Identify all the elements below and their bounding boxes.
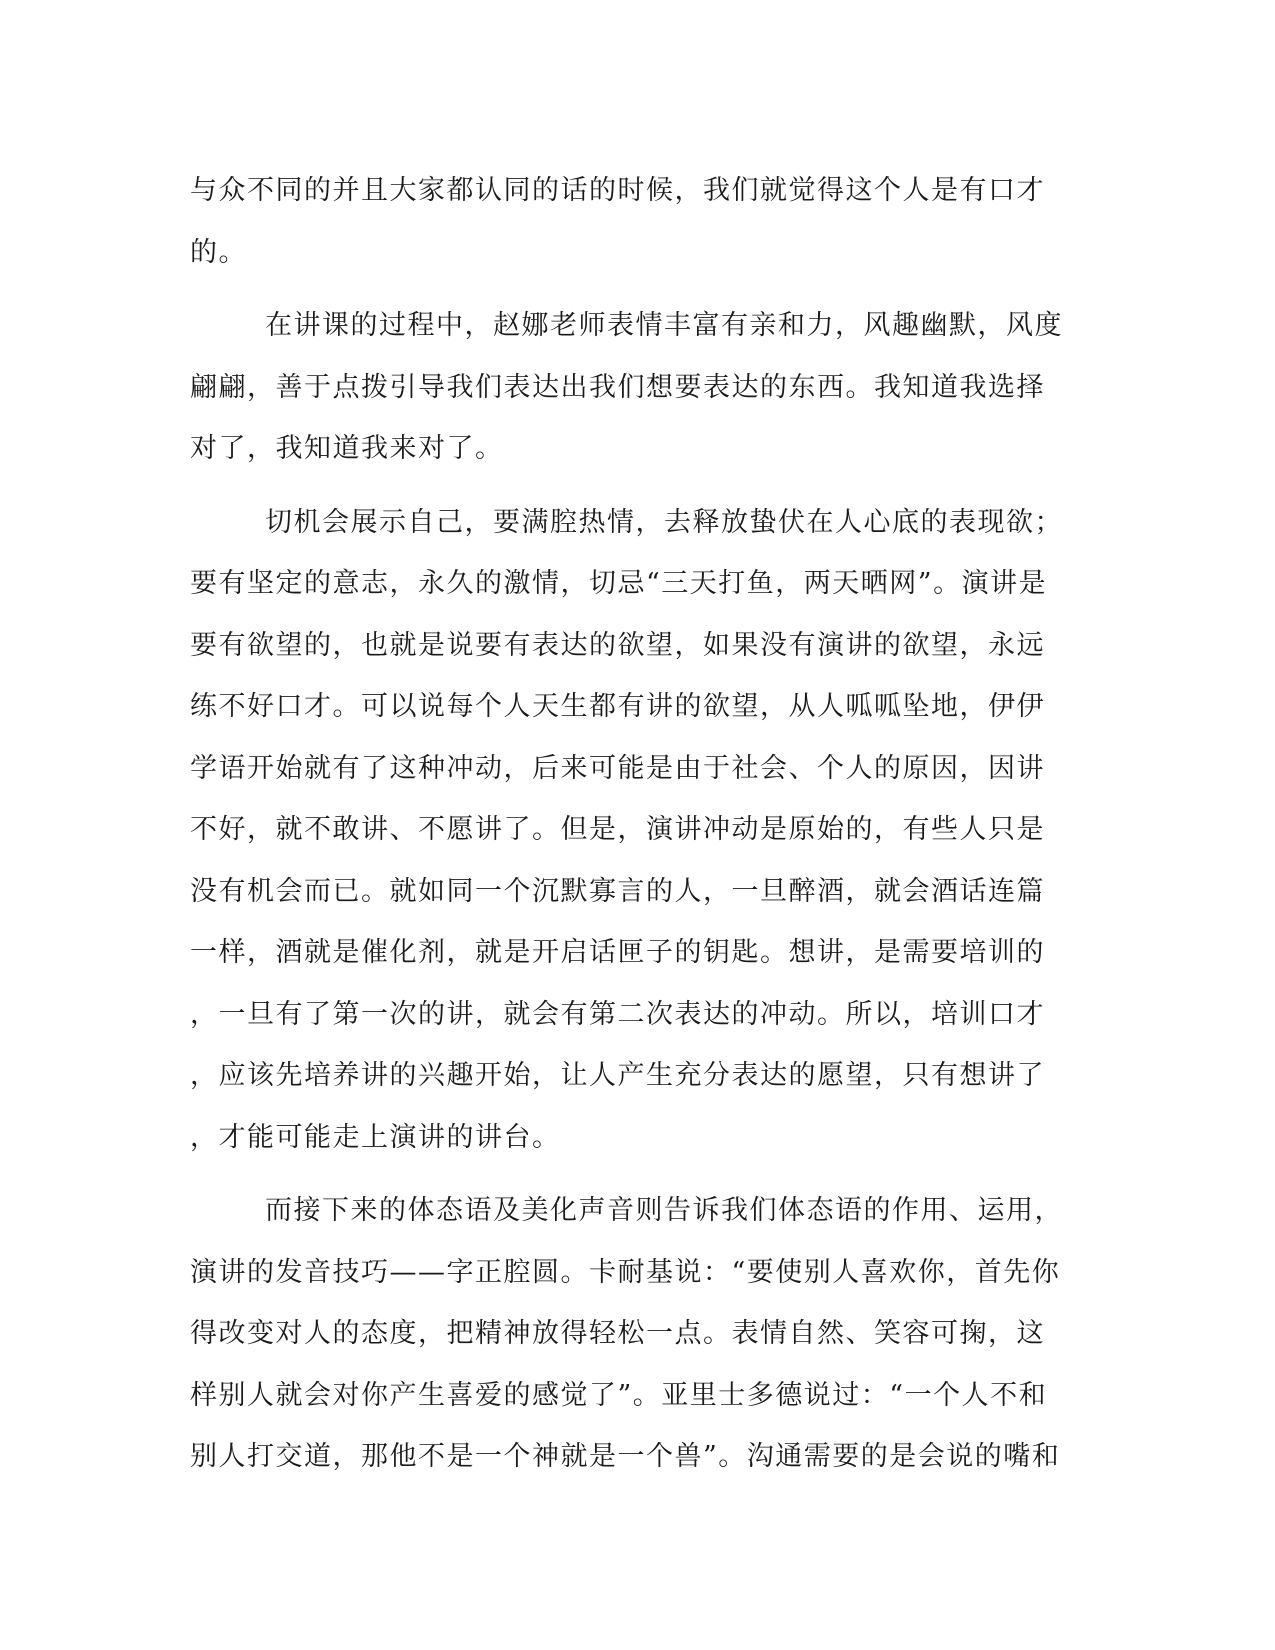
body-text (190, 160, 1080, 1488)
text-line: 演讲的发音技巧——字正腔圆。卡耐基说：“要使别人喜欢你，首先你 (190, 1256, 1061, 1288)
paragraph (190, 295, 1080, 480)
text-line: 在讲课的过程中，赵娜老师表情丰富有亲和力，风趣幽默，风度 (265, 310, 1063, 341)
paragraph (190, 1180, 1080, 1488)
text-line: 而接下来的体态语及美化声音则告诉我们体态语的作用、运用， (265, 1195, 1063, 1226)
text-line: 与众不同的并且大家都认同的话的时候，我们就觉得这个人是有口才 (190, 175, 1045, 206)
text-line: 得改变对人的态度，把精神放得轻松一点。表情自然、笑容可掬，这 (190, 1318, 1045, 1349)
text-line: 练不好口才。可以说每个人天生都有讲的欲望，从人呱呱坠地，伊伊 (190, 691, 1045, 722)
text-line: 学语开始就有了这种冲动，后来可能是由于社会、个人的原因，因讲 (190, 752, 1045, 784)
text-line: 样别人就会对你产生喜爱的感觉了”。亚里士多德说过：“一个人不和 (190, 1379, 1048, 1411)
paragraph (190, 492, 1080, 1169)
text-line: 要有坚定的意志，永久的激情，切忌“三天打鱼，两天晒网”。演讲是 (190, 568, 1048, 599)
text-line: ，应该先培养讲的兴趣开始，让人产生充分表达的愿望，只有想讲了 (190, 1060, 1045, 1091)
paragraph-gap (190, 480, 1080, 492)
text-line: 对了，我知道我来对了。 (190, 433, 504, 464)
text-line: 别人打交道，那他不是一个神就是一个兽”。沟通需要的是会说的嘴和 (190, 1441, 1061, 1472)
paragraph-gap (190, 1168, 1080, 1180)
text-line: 的。 (190, 236, 247, 268)
text-line: 要有欲望的，也就是说要有表达的欲望，如果没有演讲的欲望，永远 (190, 629, 1045, 661)
text-line: 不好，就不敢讲、不愿讲了。但是，演讲冲动是原始的，有些人只是 (190, 814, 1045, 845)
text-line: 翩翩，善于点拨引导我们表达出我们想要表达的东西。我知道我选择 (190, 371, 1045, 403)
paragraph (190, 160, 1080, 283)
text-line: 一样，酒就是催化剂，就是开启话匣子的钥匙。想讲，是需要培训的 (190, 937, 1045, 968)
text-line: 没有机会而已。就如同一个沉默寡言的人，一旦醉酒，就会酒话连篇 (190, 875, 1045, 907)
paragraph-gap (190, 283, 1080, 295)
text-line: ，一旦有了第一次的讲，就会有第二次表达的冲动。所以，培训口才 (190, 998, 1045, 1030)
text-line: 切机会展示自己，要满腔热情，去释放蛰伏在人心底的表现欲； (265, 506, 1063, 538)
text-line: ，才能可能走上演讲的讲台。 (190, 1121, 561, 1153)
